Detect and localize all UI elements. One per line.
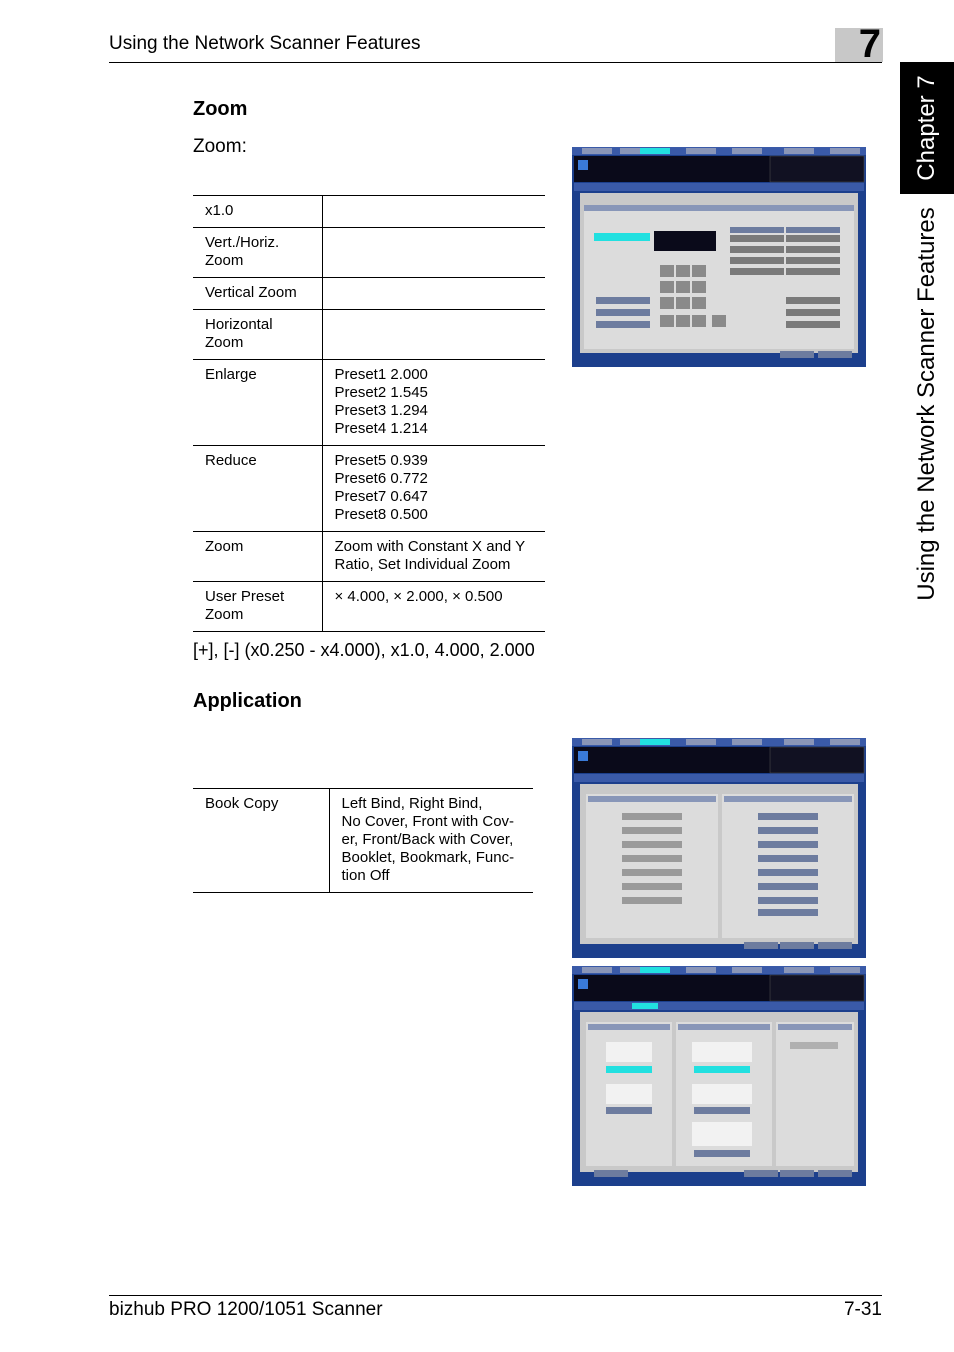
zoom-range-text: [+], [-] (x0.250 - x4.000), x1.0, 4.000, 2.000	[193, 640, 535, 660]
table-row	[193, 278, 545, 310]
application-table	[193, 788, 533, 893]
zoom-row-value	[322, 310, 545, 360]
zoom-screen-image	[572, 147, 866, 367]
sidebar-chapter	[900, 62, 954, 194]
application-row-name: Book Copy	[193, 789, 329, 893]
zoom-row-name: Zoom	[193, 532, 322, 582]
table-row	[193, 789, 533, 893]
chapter-number: 7	[858, 22, 881, 66]
zoom-row-name: User Preset Zoom	[193, 582, 322, 632]
footer-rule	[109, 1295, 882, 1296]
header-title: Using the Network Scanner Features	[109, 33, 421, 54]
zoom-table	[193, 195, 545, 632]
zoom-row-name: Vert./Horiz. Zoom	[193, 228, 322, 278]
table-row	[193, 532, 545, 582]
zoom-row-value: Zoom with Constant X and Y Ratio, Set Individual Zoom	[322, 532, 545, 582]
header-rule	[109, 62, 882, 63]
zoom-row-name: Vertical Zoom	[193, 278, 322, 310]
zoom-row-value	[322, 278, 545, 310]
zoom-subtitle: Zoom:	[193, 136, 247, 157]
application-heading: Application	[193, 690, 302, 712]
zoom-row-value	[322, 228, 545, 278]
zoom-heading: Zoom	[193, 98, 248, 120]
application-row-value: Left Bind, Right Bind, No Cover, Front with Cov- er, Front/Back with Cover, Booklet, Bookmark, Func- tion Off	[329, 789, 533, 893]
table-row	[193, 360, 545, 446]
sidebar-section	[900, 194, 954, 614]
zoom-row-name: Enlarge	[193, 360, 322, 446]
table-row	[193, 310, 545, 360]
table-row	[193, 446, 545, 532]
zoom-row-name: x1.0	[193, 196, 322, 228]
zoom-row-value: Preset1 2.000 Preset2 1.545 Preset3 1.294 Preset4 1.214	[322, 360, 545, 446]
zoom-row-name: Horizontal Zoom	[193, 310, 322, 360]
zoom-row-name: Reduce	[193, 446, 322, 532]
table-row	[193, 582, 545, 632]
book-copy-screen-image	[572, 966, 866, 1186]
sidebar-section-label: Using the Network Scanner Features	[913, 207, 940, 601]
zoom-row-value: × 4.000, × 2.000, × 0.500	[322, 582, 545, 632]
zoom-row-value: Preset5 0.939 Preset6 0.772 Preset7 0.647 Preset8 0.500	[322, 446, 545, 532]
sidebar-chapter-label: Chapter 7	[913, 75, 940, 181]
table-row	[193, 228, 545, 278]
zoom-row-value	[322, 196, 545, 228]
footer-product: bizhub PRO 1200/1051 Scanner	[109, 1299, 383, 1320]
page-number: 7-31	[843, 1299, 882, 1320]
table-row	[193, 196, 545, 228]
application-screen-image	[572, 738, 866, 958]
